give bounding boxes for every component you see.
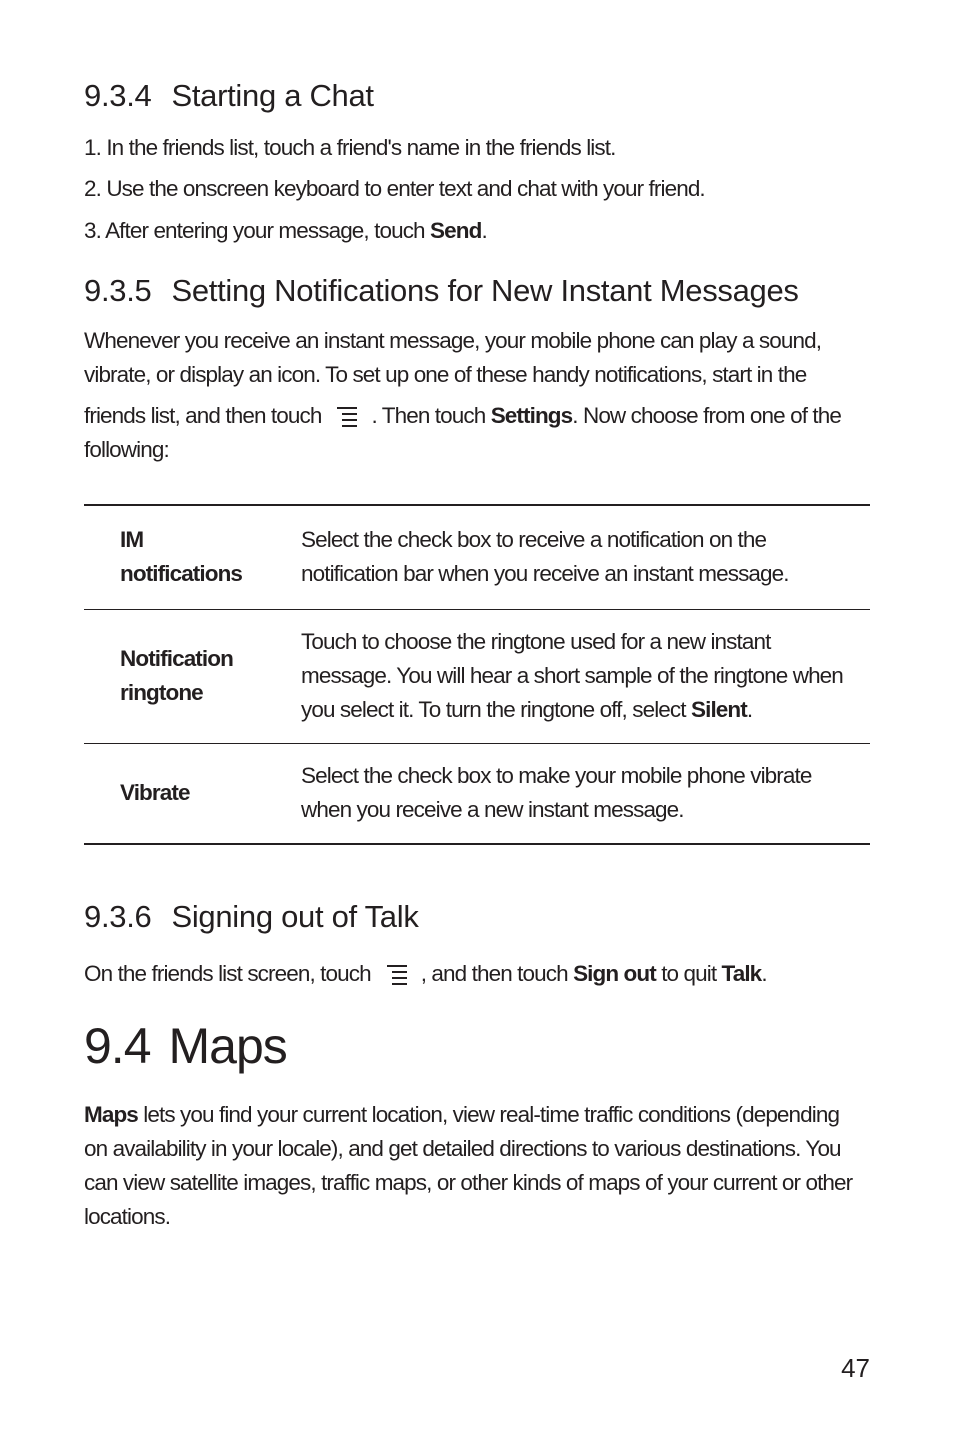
- option-description: [301, 505, 870, 609]
- option-term: [84, 743, 301, 844]
- notification-options-table: [84, 504, 870, 845]
- page-number: 47: [841, 1353, 870, 1383]
- desc-line: Select the check box to make your mobile phone vibrate: [301, 763, 812, 789]
- desc-line: Select the check box to receive a notification on the: [301, 527, 767, 553]
- heading-starting-a-chat: [84, 78, 374, 114]
- option-term: [84, 505, 301, 609]
- maps-line-4: locations.: [84, 1204, 171, 1229]
- menu-icon: [335, 405, 357, 425]
- sign-out-then: , and then touch: [420, 961, 574, 986]
- section-title: Setting Notifications for New Instant Messages: [171, 273, 799, 308]
- section-number: 9.3.5: [84, 273, 152, 308]
- heading-signing-out: [84, 899, 419, 935]
- desc-line: when you receive a new instant message.: [301, 797, 684, 823]
- term-line: Notification: [120, 646, 233, 671]
- sign-out-label: Sign out: [573, 961, 656, 986]
- section-number: 9.4: [84, 1018, 151, 1074]
- section-title: Starting a Chat: [171, 78, 374, 113]
- table-row: [84, 609, 870, 743]
- send-label: Send: [430, 218, 482, 243]
- maps-line-1: [84, 1098, 870, 1132]
- desc-line: you select it. To turn the ringtone off, select: [301, 697, 691, 722]
- sign-out-quit: to quit: [655, 961, 722, 986]
- maps-line-3: can view satellite images, traffic maps, or other kinds of maps of your current or other: [84, 1170, 853, 1195]
- menu-icon: [385, 963, 407, 983]
- term-line: Vibrate: [120, 780, 190, 806]
- term-line: notifications: [120, 561, 243, 587]
- option-description: [301, 609, 870, 743]
- desc-line: Touch to choose the ringtone used for a new instant: [301, 629, 771, 654]
- step-2: 2. Use the onscreen keyboard to enter text and chat with your friend.: [84, 176, 705, 201]
- notif-intro-text: friends list, and then touch: [84, 403, 322, 428]
- notif-intro-line-1: Whenever you receive an instant message, your mobile phone can play a sound,: [84, 328, 822, 353]
- table-row: [84, 743, 870, 844]
- talk-label: Talk: [721, 961, 762, 986]
- section-number: 9.3.6: [84, 899, 152, 934]
- option-term: [84, 609, 301, 743]
- section-title: Signing out of Talk: [171, 899, 419, 934]
- term-line: ringtone: [120, 680, 203, 705]
- sign-out-text: On the friends list screen, touch: [84, 961, 371, 986]
- step-3: [84, 214, 870, 248]
- heading-maps: [84, 1017, 287, 1075]
- maps-label: Maps: [84, 1102, 138, 1127]
- desc-line: message. You will hear a short sample of the ringtone when: [301, 663, 843, 688]
- notif-intro-line-2: vibrate, or display an icon. To set up one of these handy notifications, start in the: [84, 362, 807, 387]
- table-row: [84, 505, 870, 609]
- notif-intro-line-3: [84, 399, 870, 433]
- settings-label: Settings: [490, 403, 573, 428]
- maps-line-2: on availability in your locale), and get detailed directions to various destinations. You: [84, 1136, 841, 1161]
- desc-line: notification bar when you receive an instant message.: [301, 561, 789, 587]
- term-line: IM: [120, 527, 144, 553]
- silent-label: Silent: [690, 697, 747, 722]
- option-description: [301, 743, 870, 844]
- notif-intro-then: . Then touch: [371, 403, 491, 428]
- sign-out-instructions: [84, 957, 870, 991]
- section-number: 9.3.4: [84, 78, 152, 113]
- step-3-text: 3. After entering your message, touch: [84, 218, 431, 243]
- sign-out-end: .: [761, 961, 767, 986]
- desc-end: .: [746, 697, 753, 722]
- step-3-end: .: [481, 218, 487, 243]
- notif-intro-choose: . Now choose from one of the: [572, 403, 841, 428]
- maps-text: lets you find your current location, view real-time traffic conditions (depending: [137, 1102, 840, 1127]
- notif-intro-line-4: following:: [84, 437, 169, 462]
- section-title: Maps: [168, 1018, 287, 1074]
- heading-setting-notifications: [84, 273, 799, 309]
- step-1: 1. In the friends list, touch a friend's name in the friends list.: [84, 135, 616, 160]
